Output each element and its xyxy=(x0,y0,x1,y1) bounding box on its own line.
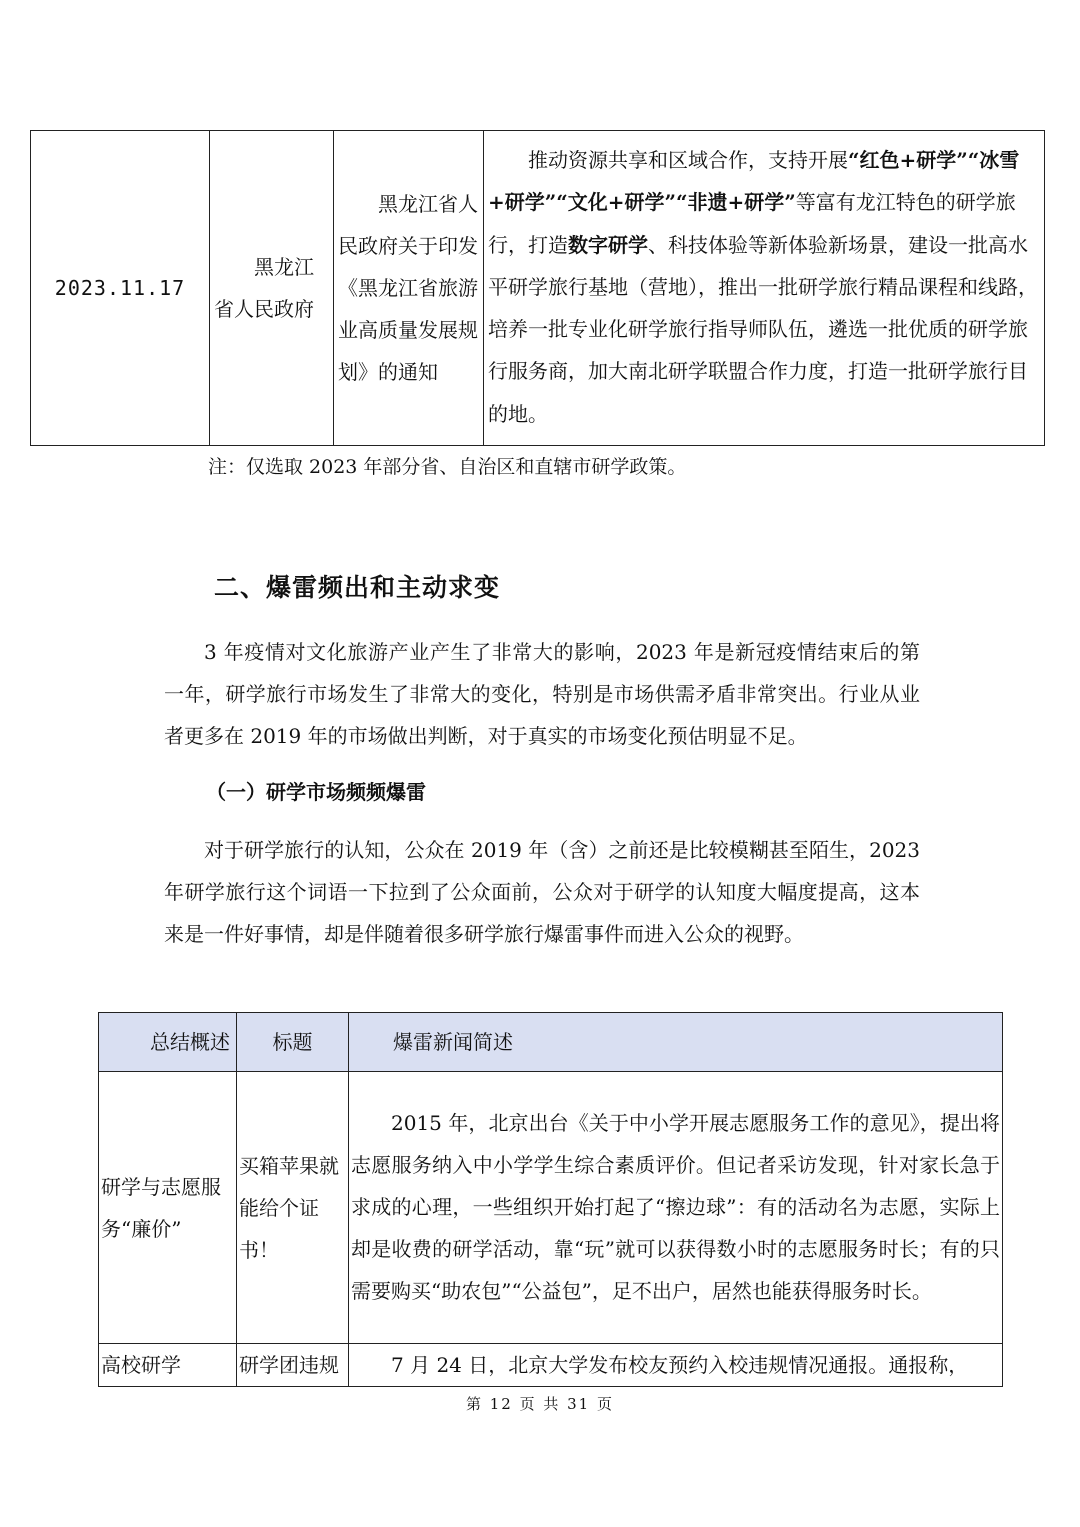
paragraph-2-text: 对于研学旅行的认知，公众在 2019 年（含）之前还是比较模糊甚至陌生，2023 年研学旅行这个词语一下拉到了公众面前，公众对于研学的认知度大幅度提高，这本来是一件好事情，却是伴随着很多研学旅行爆雷事件而进入公众的视野。 xyxy=(164,838,920,946)
policy-content-part-bold: “红色+研学”“冰雪+研学”“文化+研学”“非遗+研学” xyxy=(488,148,1020,215)
policy-issuer: 黑龙江省人民政府 xyxy=(214,255,314,321)
news-table-header xyxy=(99,1013,1003,1072)
policy-content-part-bold: 数字研学 xyxy=(568,232,648,257)
paragraph-2 xyxy=(164,829,920,955)
row-description: 2015 年，北京出台《关于中小学开展志愿服务工作的意见》，提出将志愿服务纳入中小学学生综合素质评价。但记者采访发现，针对家长急于求成的心理，一些组织开始打起了“擦边球”：有的活动名为志愿，实际上却是收费的研学活动，靠“玩”就可以获得数小时的志愿服务时长；有的只需要购买“助农包”“公益包”，足不出户，居然也能获得服务时长。 xyxy=(351,1110,1000,1303)
policy-row xyxy=(31,131,1045,446)
paragraph-1 xyxy=(164,631,920,757)
policy-content-part: 推动资源共享和区域合作，支持开展 xyxy=(528,148,848,173)
section-heading: 二、爆雷频出和主动求变 xyxy=(214,573,501,602)
policy-content-part: 等富有龙江特色的研学旅行，打造 xyxy=(488,190,1016,257)
header-description: 爆雷新闻简述 xyxy=(349,1013,1003,1072)
row-title: 研学团违规 xyxy=(237,1344,349,1387)
table-row xyxy=(99,1072,1003,1344)
row-summary: 研学与志愿服务“廉价” xyxy=(99,1072,237,1344)
paragraph-1-text: 3 年疫情对文化旅游产业产生了非常大的影响，2023 年是新冠疫情结束后的第一年，研学旅行市场发生了非常大的变化，特别是市场供需矛盾非常突出。行业从业者更多在 2019 年的市场做出判断，对于真实的市场变化预估明显不足。 xyxy=(164,640,920,748)
row-summary: 高校研学 xyxy=(99,1344,237,1387)
table-note: 注：仅选取 2023 年部分省、自治区和直辖市研学政策。 xyxy=(208,456,687,478)
policy-table xyxy=(30,130,1045,446)
subheading: （一）研学市场频频爆雷 xyxy=(206,780,426,804)
row-title: 买箱苹果就能给个证书！ xyxy=(237,1072,349,1344)
policy-document-title: 黑龙江省人民政府关于印发《黑龙江省旅游业高质量发展规划》的通知 xyxy=(338,192,478,384)
policy-content-part: 、科技体验等新体验新场景，建设一批高水平研学旅行基地（营地），推出一批研学旅行精品课程和线路，培养一批专业化研学旅行指导师队伍，遴选一批优质的研学旅行服务商，加大南北研学联盟合作力度，打造一批研学旅行目的地。 xyxy=(488,232,1038,426)
news-table xyxy=(98,1012,1003,1387)
policy-date: 2023.11.17 xyxy=(31,131,210,446)
page-footer: 第 12 页 共 31 页 xyxy=(465,1395,614,1413)
header-summary: 总结概述 xyxy=(99,1013,237,1072)
header-title: 标题 xyxy=(237,1013,349,1072)
table-row xyxy=(99,1344,1003,1387)
policy-content xyxy=(488,139,1042,434)
row-description: 7 月 24 日，北京大学发布校友预约入校违规情况通报。通报称， xyxy=(391,1353,969,1377)
